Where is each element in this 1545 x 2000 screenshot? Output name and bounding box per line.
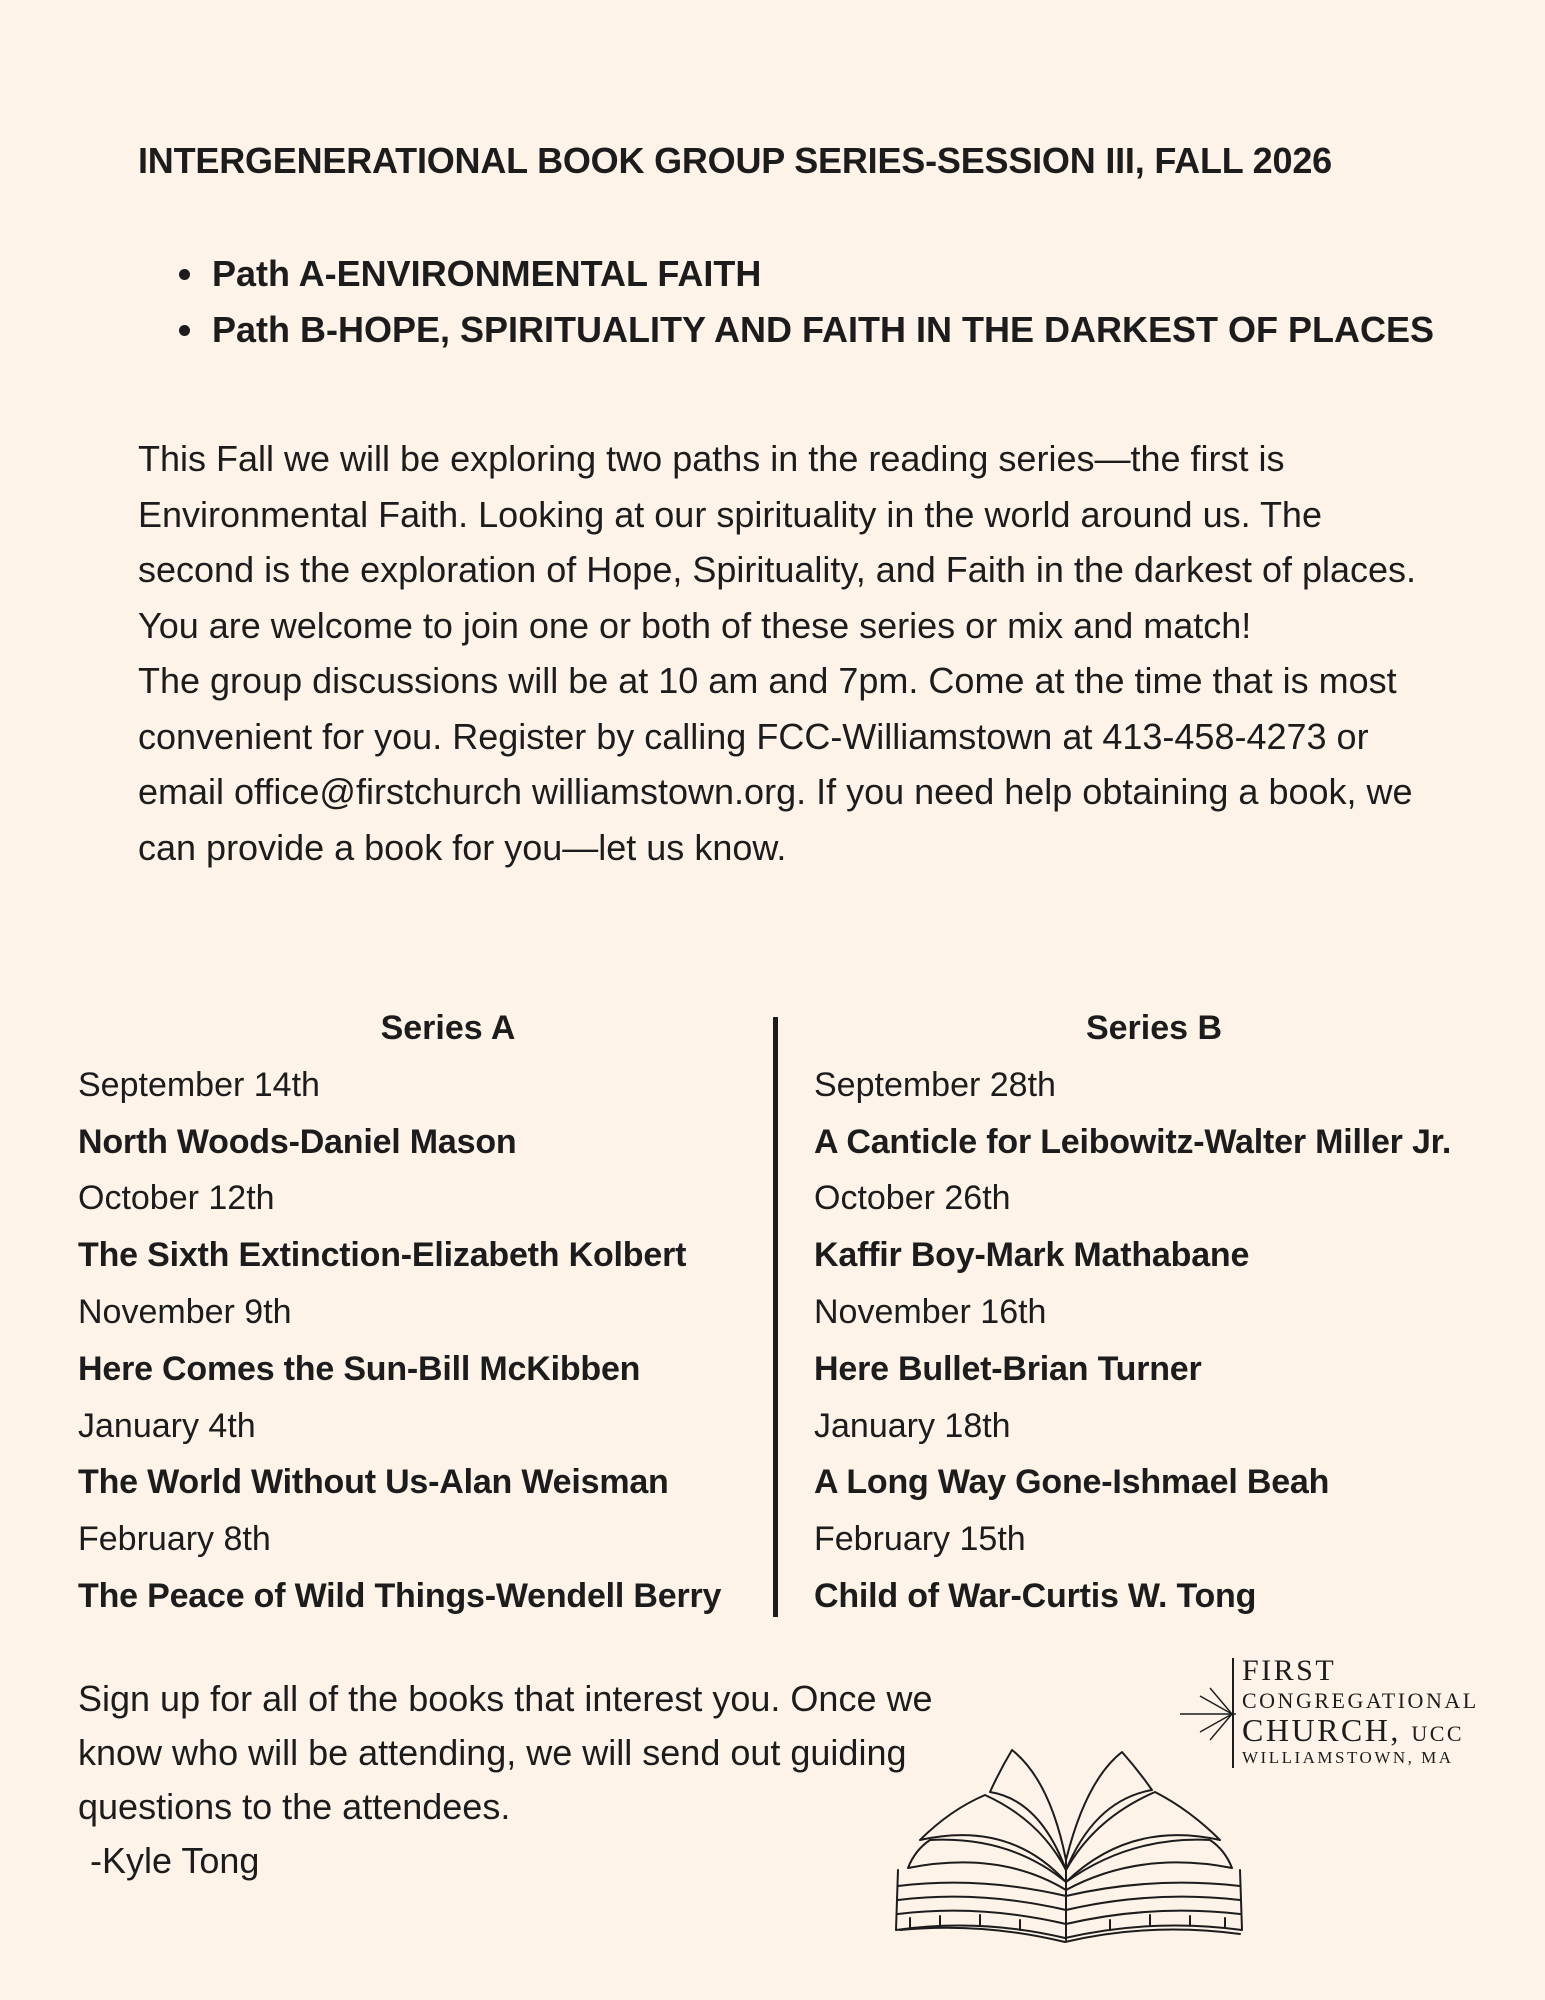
signature: -Kyle Tong: [90, 1840, 260, 1881]
series-b-date: February 15th: [814, 1520, 1026, 1559]
path-a-item: • Path A-ENVIRONMENTAL FAITH: [208, 246, 1458, 302]
series-b-book: A Long Way Gone-Ishmael Beah: [814, 1463, 1330, 1502]
series-a-book: Here Comes the Sun-Bill McKibben: [78, 1349, 641, 1388]
series-a-date: February 8th: [78, 1520, 271, 1559]
open-book-icon: [890, 1740, 1250, 1945]
series-a-book: North Woods-Daniel Mason: [78, 1122, 517, 1161]
logo-wordmark: [1242, 1656, 1479, 1766]
logo-line-3: [1242, 1714, 1479, 1746]
logo-line-2: CONGREGATIONAL: [1242, 1688, 1479, 1713]
series-b-book: A Canticle for Leibowitz-Walter Miller Jr.: [814, 1122, 1452, 1161]
series-a-book: The Peace of Wild Things-Wendell Berry: [78, 1576, 722, 1615]
series-b-heading: Series B: [1085, 1009, 1223, 1047]
series-b-book: Here Bullet-Brian Turner: [814, 1349, 1202, 1388]
series-a-date: January 4th: [78, 1406, 256, 1445]
series-b-date: January 18th: [814, 1406, 1011, 1445]
series-a-book: The World Without Us-Alan Weisman: [78, 1463, 669, 1502]
series-b-column: [814, 1000, 1534, 1625]
series-a-date: October 12th: [78, 1179, 275, 1218]
series-b-book: Kaffir Boy-Mark Mathabane: [814, 1236, 1250, 1275]
series-b-date: September 28th: [814, 1065, 1056, 1104]
series-b-date: November 16th: [814, 1292, 1047, 1331]
series-a-heading: Series A: [380, 1009, 516, 1047]
intro-text: [138, 431, 1438, 875]
series-b-date: October 26th: [814, 1179, 1011, 1218]
logo-line-4: WILLIAMSTOWN, MA: [1242, 1748, 1454, 1767]
paths-list: [163, 246, 1458, 358]
path-b-item: • Path B-HOPE, SPIRITUALITY AND FAITH IN THE DARKEST OF PLACES: [208, 302, 1458, 358]
logo-ucc: UCC: [1411, 1721, 1465, 1746]
series-a-date: November 9th: [78, 1292, 292, 1331]
series-a-date: September 14th: [78, 1065, 320, 1104]
logo-line-1: FIRST: [1242, 1654, 1337, 1687]
signup-note: [78, 1672, 998, 1888]
signup-text: Sign up for all of the books that interest you. Once we know who will be attending, we will send out guiding questions to the attendees.: [78, 1678, 933, 1827]
page-title: INTERGENERATIONAL BOOK GROUP SERIES-SESSION III, FALL 2026: [138, 140, 1332, 181]
series-b-book: Child of War-Curtis W. Tong: [814, 1576, 1257, 1615]
intro-paragraph-1: This Fall we will be exploring two paths in the reading series—the first is Environmental Faith. Looking at our spirituality in the world around us. The second is the exploration of Hope, Spirituality, and Faith in the darkest of places. You are welcome to join one or both of these series or mix and match!: [138, 438, 1417, 646]
logo-church: CHURCH,: [1242, 1712, 1401, 1748]
intro-paragraph-2: The group discussions will be at 10 am and 7pm. Come at the time that is most convenient for you. Register by calling FCC-Williamstown at 413-458-4273 or email office@firstchurch williamstown.org. If you need help obtaining a book, we can provide a book for you—let us know.: [138, 660, 1413, 868]
column-divider: [773, 1017, 778, 1617]
series-a-column: [78, 1000, 768, 1625]
series-a-book: The Sixth Extinction-Elizabeth Kolbert: [78, 1236, 687, 1275]
